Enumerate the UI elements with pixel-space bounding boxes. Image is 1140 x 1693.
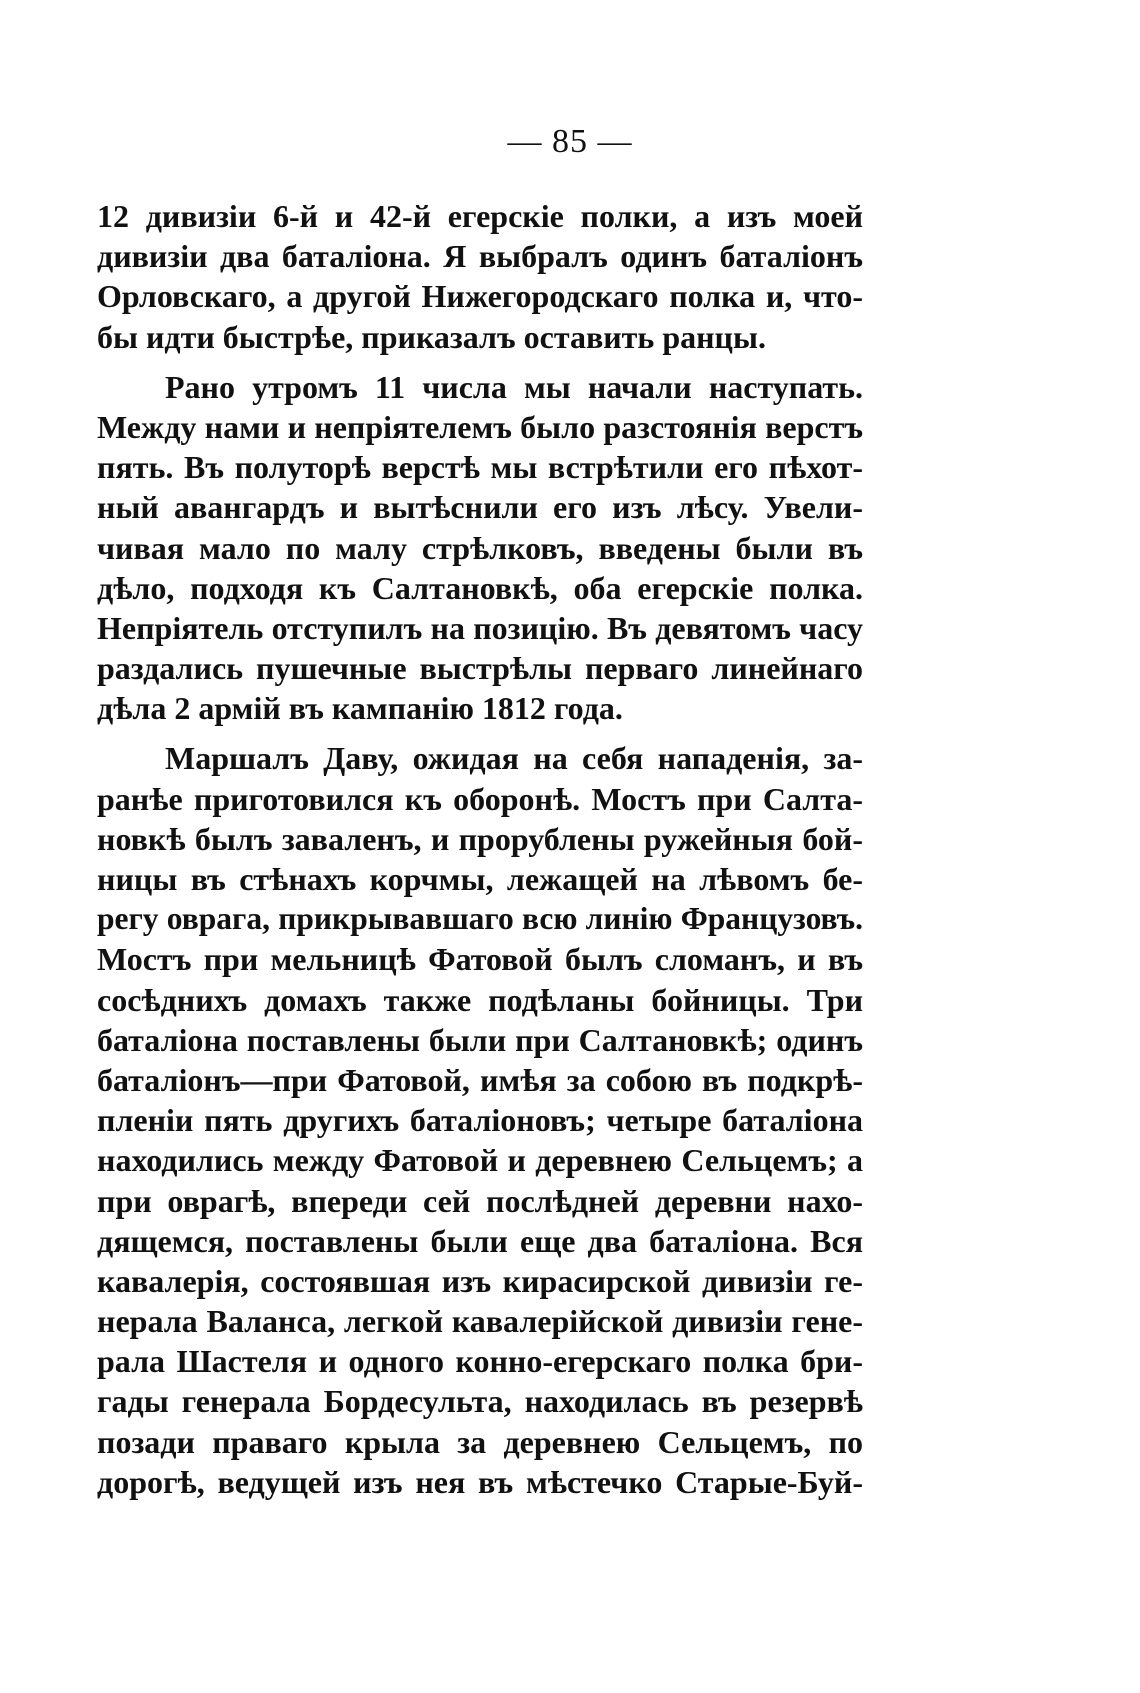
text-line: чивая мало по малу стрѣлковъ, введены были въ: [97, 529, 863, 566]
text-line: кавалерія, состоявшая изъ кирасирской дивизіи ге-: [97, 1262, 863, 1299]
text-line: Орловскаго, а другой Нижегородскаго полка и, что-: [97, 278, 863, 315]
text-line: ранѣе приготовился къ оборонѣ. Мостъ при Салта-: [97, 780, 863, 817]
text-line: дѣло, подходя къ Салтановкѣ, оба егерскіе полка.: [97, 569, 863, 606]
text-line: раздались пушечные выстрѣлы перваго линейнаго: [97, 650, 863, 687]
text-line: нерала Валанса, легкой кавалерійской дивизіи гене-: [97, 1303, 863, 1340]
text-line: дивизіи два баталіона. Я выбралъ одинъ баталіонъ: [97, 238, 863, 275]
text-line: новкѣ былъ заваленъ, и прорублены ружейныя бой-: [97, 820, 863, 857]
paragraph-2: [97, 367, 863, 729]
text-line: позади праваго крыла за деревнею Сельцемъ, по: [97, 1423, 863, 1460]
text-line: дѣла 2 армій въ кампанію 1812 года.: [97, 690, 623, 727]
text-line: Непріятель отступилъ на позицію. Въ девятомъ часу: [97, 609, 863, 646]
paragraph-1: [97, 196, 863, 357]
text-line: при оврагѣ, впереди сей послѣдней деревни нахо-: [97, 1182, 863, 1219]
text-line: пленіи пять другихъ баталіоновъ; четыре баталіона: [97, 1102, 863, 1139]
text-line: дящемся, поставлены были еще два баталіона. Вся: [97, 1222, 863, 1259]
text-line: сосѣднихъ домахъ также подѣланы бойницы. Три: [97, 981, 863, 1018]
text-line: 12 дивизіи 6-й и 42-й егерскіе полки, а изъ моей: [97, 198, 863, 234]
text-line: рала Шастеля и одного конно-егерскаго полка бри-: [97, 1343, 863, 1380]
text-line: пять. Въ полуторѣ верстѣ мы встрѣтили его пѣхот-: [97, 449, 863, 486]
text-line: Рано утромъ 11 числа мы начали наступать.: [165, 368, 863, 405]
body-text: [97, 196, 863, 1502]
text-line: Между нами и непріятелемъ было разстоянія верстъ: [97, 408, 863, 445]
text-line: Мостъ при мельницѣ Фатовой былъ сломанъ, и въ: [97, 941, 863, 978]
text-line: ницы въ стѣнахъ корчмы, лежащей на лѣвомъ бе-: [97, 861, 863, 897]
text-line: ный авангардъ и вытѣснили его изъ лѣсу. Увели-: [97, 489, 863, 526]
text-line: дорогѣ, ведущей изъ нея въ мѣстечко Старые-Буй-: [97, 1463, 863, 1500]
paragraph-3: [97, 738, 863, 1502]
text-line: баталіонъ—при Фатовой, имѣя за собою въ подкрѣ-: [97, 1061, 863, 1098]
text-line: баталіона поставлены были при Салтановкѣ; одинъ: [97, 1021, 863, 1058]
text-line: регу оврага, прикрывавшаго всю линію Французовъ.: [97, 901, 863, 937]
text-line: бы идти быстрѣе, приказалъ оставить ранцы.: [97, 318, 766, 355]
text-line: гады генерала Бордесульта, находилась въ резервѣ: [97, 1383, 863, 1420]
page-number: — 85 —: [507, 123, 633, 160]
text-line: находились между Фатовой и деревнею Сельцемъ; а: [97, 1142, 863, 1179]
text-line: Маршалъ Даву, ожидая на себя нападенія, за-: [165, 740, 863, 777]
